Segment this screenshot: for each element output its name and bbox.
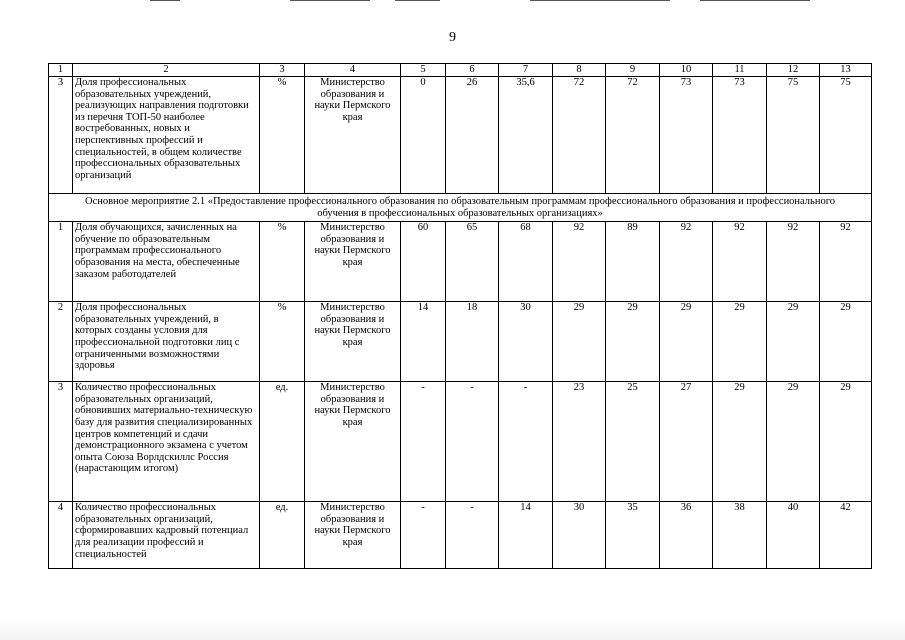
scan-edge-line	[395, 0, 440, 1]
value-cell: 27	[660, 382, 713, 502]
value-cell: 68	[499, 222, 553, 302]
value-cell: 65	[446, 222, 499, 302]
value-cell: 42	[820, 502, 872, 569]
row-number: 3	[49, 382, 73, 502]
value-cell: 29	[553, 302, 606, 382]
page-bottom-shade	[0, 618, 905, 640]
value-cell: 72	[606, 77, 660, 194]
value-cell: 14	[499, 502, 553, 569]
value-cell: 38	[713, 502, 767, 569]
value-cell: 92	[767, 222, 820, 302]
indicator-name: Доля профессиональных образовательных учреждений, в которых созданы условия для профессиональной подготовки лиц с ограниченными возможностями здоровья	[73, 302, 260, 382]
value-cell: 0	[401, 77, 446, 194]
table-row	[49, 77, 872, 194]
value-cell: 30	[553, 502, 606, 569]
value-cell: 18	[446, 302, 499, 382]
value-cell: 30	[499, 302, 553, 382]
header-cell: 5	[401, 64, 446, 77]
value-cell: 92	[660, 222, 713, 302]
value-cell: 36	[660, 502, 713, 569]
value-cell: 92	[713, 222, 767, 302]
value-cell: 14	[401, 302, 446, 382]
value-cell: -	[499, 382, 553, 502]
value-cell: 73	[713, 77, 767, 194]
owner-cell: Министерство образования и науки Пермского края	[305, 77, 401, 194]
unit-cell: ед.	[260, 502, 305, 569]
value-cell: 75	[767, 77, 820, 194]
header-cell: 9	[606, 64, 660, 77]
table-row	[49, 302, 872, 382]
value-cell: 29	[660, 302, 713, 382]
indicator-name: Доля обучающихся, зачисленных на обучение по образовательным программам профессионального образования на места, обеспеченные заказом работодателей	[73, 222, 260, 302]
header-cell: 6	[446, 64, 499, 77]
table-row	[49, 502, 872, 569]
indicator-name: Количество профессиональных образовательных организаций, обновивших материально-техническую базу для развития специализированных центров компетенций и сдачи демонстрационного экзамена с учетом опыта Союза Ворлдскиллс Россия (нарастающим итогом)	[73, 382, 260, 502]
value-cell: 29	[767, 302, 820, 382]
indicators-table	[48, 63, 872, 569]
unit-cell: ед.	[260, 382, 305, 502]
row-number: 2	[49, 302, 73, 382]
value-cell: -	[446, 502, 499, 569]
header-cell: 2	[73, 64, 260, 77]
value-cell: 75	[820, 77, 872, 194]
value-cell: 26	[446, 77, 499, 194]
value-cell: -	[446, 382, 499, 502]
value-cell: -	[401, 502, 446, 569]
table-row	[49, 222, 872, 302]
header-cell: 13	[820, 64, 872, 77]
value-cell: 40	[767, 502, 820, 569]
value-cell: 35,6	[499, 77, 553, 194]
scan-edge-line	[150, 0, 180, 1]
table-row	[49, 382, 872, 502]
unit-cell: %	[260, 77, 305, 194]
scan-edge-line	[700, 0, 810, 1]
value-cell: 92	[553, 222, 606, 302]
header-cell: 1	[49, 64, 73, 77]
section-title: Основное мероприятие 2.1 «Предоставление профессионального образования по образовательным программам профессионального образования и профессионального обучения в профессиональных образовательных организациях»	[49, 194, 872, 222]
row-number: 3	[49, 77, 73, 194]
value-cell: -	[401, 382, 446, 502]
header-cell: 12	[767, 64, 820, 77]
value-cell: 29	[820, 302, 872, 382]
header-cell: 4	[305, 64, 401, 77]
owner-cell: Министерство образования и науки Пермского края	[305, 502, 401, 569]
header-cell: 8	[553, 64, 606, 77]
value-cell: 89	[606, 222, 660, 302]
owner-cell: Министерство образования и науки Пермского края	[305, 382, 401, 502]
owner-cell: Министерство образования и науки Пермского края	[305, 222, 401, 302]
owner-cell: Министерство образования и науки Пермского края	[305, 302, 401, 382]
page-number: 9	[449, 30, 456, 45]
value-cell: 29	[820, 382, 872, 502]
value-cell: 73	[660, 77, 713, 194]
header-cell: 3	[260, 64, 305, 77]
value-cell: 29	[713, 302, 767, 382]
value-cell: 23	[553, 382, 606, 502]
row-number: 1	[49, 222, 73, 302]
column-number-row	[49, 64, 872, 77]
scan-edge-line	[530, 0, 670, 1]
value-cell: 60	[401, 222, 446, 302]
header-cell: 7	[499, 64, 553, 77]
value-cell: 72	[553, 77, 606, 194]
row-number: 4	[49, 502, 73, 569]
value-cell: 25	[606, 382, 660, 502]
unit-cell: %	[260, 302, 305, 382]
indicator-name: Доля профессиональных образовательных учреждений, реализующих направления подготовки из перечня ТОП-50 наиболее востребованных, новых и перспективных профессий и специальностей, в общем количестве профессиональных образовательных организаций	[73, 77, 260, 194]
value-cell: 29	[713, 382, 767, 502]
section-row	[49, 194, 872, 222]
value-cell: 29	[606, 302, 660, 382]
header-cell: 10	[660, 64, 713, 77]
header-cell: 11	[713, 64, 767, 77]
unit-cell: %	[260, 222, 305, 302]
value-cell: 92	[820, 222, 872, 302]
value-cell: 29	[767, 382, 820, 502]
scan-edge-line	[290, 0, 370, 1]
indicator-name: Количество профессиональных образовательных организаций, сформировавших кадровый потенциал для реализации профессий и специальностей	[73, 502, 260, 569]
value-cell: 35	[606, 502, 660, 569]
